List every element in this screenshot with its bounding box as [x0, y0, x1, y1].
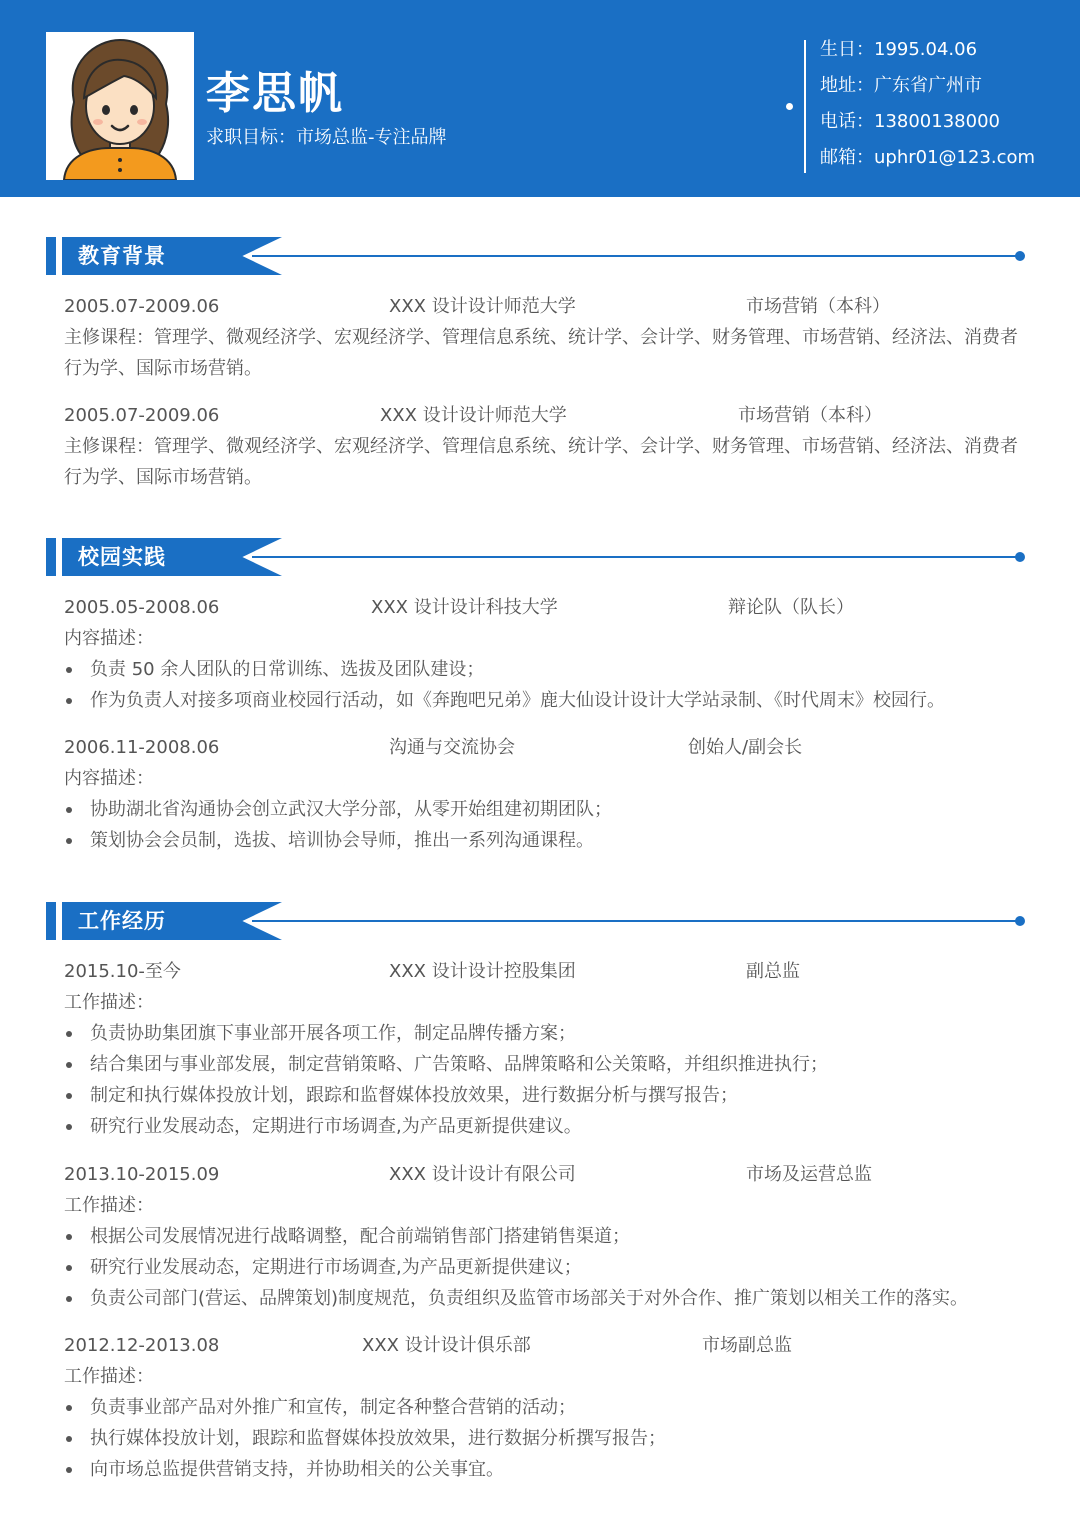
section-rule-dot — [1015, 916, 1025, 926]
header-divider-dot — [786, 103, 793, 110]
list-item: 负责协助集团旗下事业部开展各项工作，制定品牌传播方案； — [64, 1018, 1034, 1049]
entry-header — [64, 400, 1034, 431]
list-item: 协助湖北省沟通协会创立武汉大学分部，从零开始组建初期团队； — [64, 794, 1034, 825]
bullet-list — [64, 654, 1034, 716]
list-item: 根据公司发展情况进行战略调整，配合前端销售部门搭建销售渠道； — [64, 1221, 1034, 1252]
list-item: 负责 50 余人团队的日常训练、选拔及团队建设； — [64, 654, 1034, 685]
entry-header — [64, 291, 1034, 322]
list-item: 研究行业发展动态，定期进行市场调查,为产品更新提供建议。 — [64, 1111, 1034, 1142]
section-title-work — [46, 902, 1030, 940]
candidate-name: 李思帆 — [206, 68, 344, 119]
entry-header — [64, 732, 1034, 763]
section-title-campus — [46, 538, 1030, 576]
work-entry — [64, 956, 1034, 1142]
entry-date: 2012.12-2013.08 — [64, 1335, 220, 1356]
list-item: 策划协会会员制，选拔、培训协会导师，推出一系列沟通课程。 — [64, 825, 1034, 856]
section-rule — [252, 920, 1022, 922]
entry-date: 2013.10-2015.09 — [64, 1164, 220, 1185]
entry-organization: XXX 设计设计俱乐部 — [362, 1335, 531, 1356]
entry-date: 2005.07-2009.06 — [64, 405, 220, 426]
entry-content-label: 工作描述： — [64, 992, 154, 1013]
entry-organization: 沟通与交流协会 — [389, 737, 515, 758]
list-item: 制定和执行媒体投放计划，跟踪和监督媒体投放效果，进行数据分析与撰写报告； — [64, 1080, 1034, 1111]
list-item: 执行媒体投放计划，跟踪和监督媒体投放效果，进行数据分析撰写报告； — [64, 1423, 1034, 1454]
entry-description: 主修课程：管理学、微观经济学、宏观经济学、管理信息系统、统计学、会计学、财务管理、市场营销、经济法、消费者行为学、国际市场营销。 — [64, 436, 1018, 488]
entry-date: 2005.07-2009.06 — [64, 296, 220, 317]
bullet-list — [64, 1221, 1034, 1314]
entry-organization: XXX 设计设计师范大学 — [380, 405, 567, 426]
education-entry — [64, 291, 1034, 384]
entry-role: 市场及运营总监 — [746, 1164, 872, 1185]
section-marker — [46, 538, 56, 576]
section-label: 校园实践 — [78, 545, 166, 569]
bullet-list — [64, 794, 1034, 856]
contact-address: 地址：广东省广州市 — [820, 75, 982, 96]
list-item: 负责事业部产品对外推广和宣传，制定各种整合营销的活动； — [64, 1392, 1034, 1423]
entry-content-label: 内容描述： — [64, 628, 154, 649]
bullet-list — [64, 1018, 1034, 1142]
section-label: 教育背景 — [78, 244, 166, 268]
avatar-illustration — [46, 32, 194, 180]
entry-role: 辩论队（队长） — [728, 597, 854, 618]
entry-organization: XXX 设计设计师范大学 — [389, 296, 576, 317]
section-rule-dot — [1015, 552, 1025, 562]
avatar — [46, 32, 194, 180]
section-title-education — [46, 237, 1030, 275]
list-item: 结合集团与事业部发展，制定营销策略、广告策略、品牌策略和公关策略，并组织推进执行； — [64, 1049, 1034, 1080]
entry-role: 市场营销（本科） — [746, 296, 890, 317]
entry-role: 创始人/副会长 — [688, 737, 803, 758]
list-item: 负责公司部门(营运、品牌策划)制度规范，负责组织及监管市场部关于对外合作、推广策划以相关工作的落实。 — [64, 1283, 1034, 1314]
campus-entry — [64, 592, 1034, 716]
contact-phone: 电话：13800138000 — [820, 111, 1000, 132]
work-entry — [64, 1330, 1034, 1485]
entry-date: 2005.05-2008.06 — [64, 597, 220, 618]
entry-header — [64, 592, 1034, 623]
entry-role: 副总监 — [746, 961, 800, 982]
entry-header — [64, 1330, 1034, 1361]
list-item: 作为负责人对接多项商业校园行活动，如《奔跑吧兄弟》鹿大仙设计设计大学站录制、《时代周末》校园行。 — [64, 685, 1034, 716]
entry-header — [64, 956, 1034, 987]
entry-content-label: 工作描述： — [64, 1366, 154, 1387]
section-rule-dot — [1015, 251, 1025, 261]
entry-content-label: 内容描述： — [64, 768, 154, 789]
header-divider — [804, 40, 806, 173]
section-label: 工作经历 — [78, 909, 166, 933]
list-item: 研究行业发展动态，定期进行市场调查,为产品更新提供建议； — [64, 1252, 1034, 1283]
contact-birthday: 生日：1995.04.06 — [820, 39, 978, 60]
bullet-list — [64, 1392, 1034, 1485]
entry-date: 2006.11-2008.06 — [64, 737, 220, 758]
job-objective: 求职目标：市场总监-专注品牌 — [206, 127, 447, 148]
entry-date: 2015.10-至今 — [64, 961, 181, 982]
entry-role: 市场营销（本科） — [738, 405, 882, 426]
section-marker — [46, 902, 56, 940]
section-rule — [252, 556, 1022, 558]
section-marker — [46, 237, 56, 275]
contact-info — [820, 36, 1035, 180]
entry-role: 市场副总监 — [702, 1335, 792, 1356]
entry-organization: XXX 设计设计控股集团 — [389, 961, 576, 982]
entry-organization: XXX 设计设计科技大学 — [371, 597, 558, 618]
resume-header — [0, 0, 1080, 197]
contact-email: 邮箱：uphr01@123.com — [820, 147, 1036, 168]
list-item: 向市场总监提供营销支持，并协助相关的公关事宜。 — [64, 1454, 1034, 1485]
campus-entry — [64, 732, 1034, 856]
education-entry — [64, 400, 1034, 493]
entry-header — [64, 1159, 1034, 1190]
entry-description: 主修课程：管理学、微观经济学、宏观经济学、管理信息系统、统计学、会计学、财务管理、市场营销、经济法、消费者行为学、国际市场营销。 — [64, 327, 1018, 379]
work-entry — [64, 1159, 1034, 1314]
entry-organization: XXX 设计设计有限公司 — [389, 1164, 576, 1185]
entry-content-label: 工作描述： — [64, 1195, 154, 1216]
section-rule — [252, 255, 1022, 257]
